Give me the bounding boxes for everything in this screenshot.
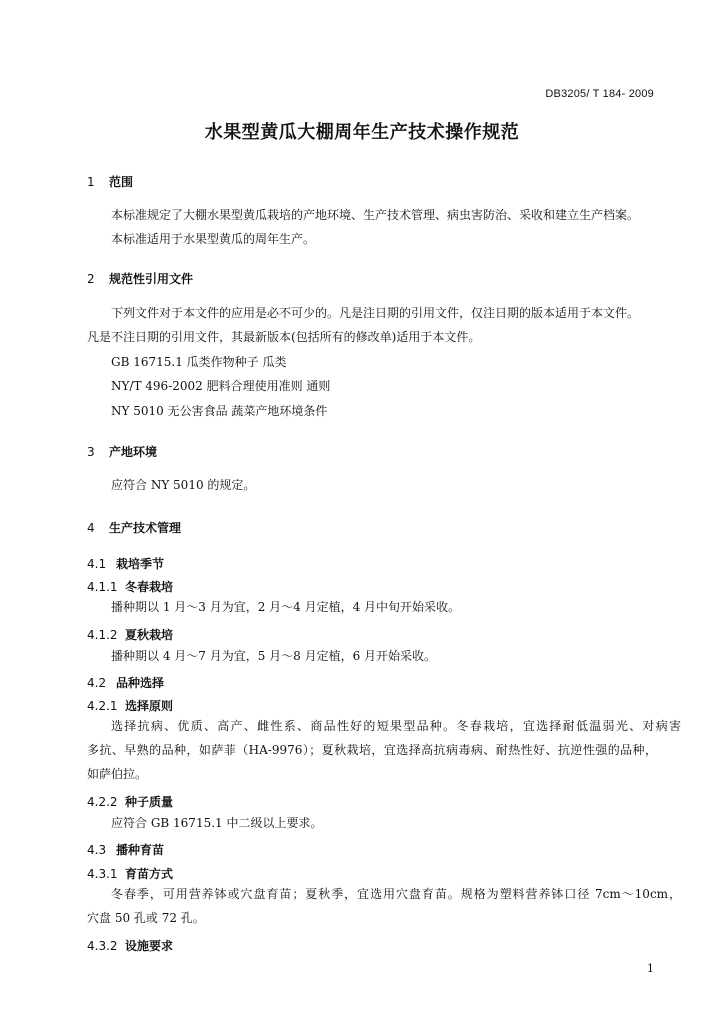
section-4-heading	[87, 519, 657, 536]
section-1-paragraph-1: 本标准规定了大棚水果型黄瓜栽培的产地环境、生产技术管理、病虫害防治、采收和建立生产档案。	[111, 208, 640, 222]
subsection-4-3-1-heading	[87, 865, 657, 882]
document-title: 水果型黄瓜大棚周年生产技术操作规范	[204, 122, 520, 143]
subsection-number: 4.2	[87, 676, 107, 690]
subsection-number: 4.2.2	[87, 795, 118, 809]
section-3-paragraph: 应符合 NY 5010 的规定。	[111, 478, 256, 492]
subsection-4-2-2-paragraph: 应符合 GB 16715.1 中二级以上要求。	[111, 816, 323, 830]
section-3-heading	[87, 443, 657, 460]
section-1-paragraph-2: 本标准适用于水果型黄瓜的周年生产。	[111, 232, 316, 246]
standard-code: DB3205/ T 184- 2009	[545, 88, 654, 100]
subsection-number: 4.3	[87, 843, 107, 857]
reference-item: NY/T 496-2002 肥料合理使用准则 通则	[111, 379, 331, 393]
subsection-4-3-heading	[87, 841, 657, 858]
section-title: 范围	[109, 175, 134, 189]
subsection-4-1-2-paragraph: 播种期以 4 月～7 月为宜，5 月～8 月定植，6 月开始采收。	[111, 649, 437, 663]
section-title: 规范性引用文件	[109, 272, 194, 286]
subsection-title: 育苗方式	[125, 867, 174, 881]
subsection-title: 种子质量	[125, 795, 174, 809]
subsection-4-3-2-heading	[87, 937, 657, 954]
subsection-number: 4.1.1	[87, 580, 118, 594]
subsection-number: 4.3.2	[87, 939, 118, 953]
subsection-title: 栽培季节	[116, 557, 165, 571]
subsection-4-2-heading	[87, 674, 657, 691]
subsection-number: 4.1.2	[87, 628, 118, 642]
subsection-4-2-2-heading	[87, 793, 657, 810]
subsection-4-3-1-paragraph-line-2: 穴盘 50 孔或 72 孔。	[87, 911, 205, 925]
section-number: 4	[87, 521, 95, 535]
subsection-title: 冬春栽培	[125, 580, 174, 594]
subsection-number: 4.1	[87, 557, 107, 571]
subsection-number: 4.3.1	[87, 867, 118, 881]
subsection-number: 4.2.1	[87, 699, 118, 713]
subsection-4-3-1-paragraph-line-1: 冬春季，可用营养钵或穴盘育苗；夏秋季，宜选用穴盘育苗。规格为塑料营养钵口径 7cm～10cm，	[111, 887, 681, 901]
section-1-heading	[87, 173, 657, 190]
section-title: 生产技术管理	[109, 521, 182, 535]
subsection-title: 品种选择	[116, 676, 165, 690]
subsection-4-1-2-heading	[87, 626, 657, 643]
section-2-paragraph-line-2: 凡是不注日期的引用文件，其最新版本(包括所有的修改单)适用于本文件。	[87, 330, 481, 344]
section-2-paragraph-line-1: 下列文件对于本文件的应用是必不可少的。凡是注日期的引用文件，仅注日期的版本适用于本文件。	[111, 306, 640, 320]
section-number: 2	[87, 272, 95, 286]
subsection-4-2-1-paragraph-line-2: 多抗、早熟的品种，如萨菲（HA-9976）；夏秋栽培，宜选择高抗病毒病、耐热性好、抗逆性强的品种，	[87, 743, 657, 757]
subsection-title: 选择原则	[125, 699, 174, 713]
section-2-heading	[87, 270, 657, 287]
subsection-4-2-1-paragraph-line-1: 选择抗病、优质、高产、雌性系、商品性好的短果型品种。冬春栽培，宜选择耐低温弱光、对病害	[111, 719, 681, 733]
reference-item: GB 16715.1 瓜类作物种子 瓜类	[111, 355, 287, 369]
reference-item: NY 5010 无公害食品 蔬菜产地环境条件	[111, 404, 328, 418]
subsection-4-2-1-paragraph-line-3: 如萨伯拉。	[87, 767, 148, 781]
subsection-4-1-1-paragraph: 播种期以 1 月～3 月为宜，2 月～4 月定植，4 月中旬开始采收。	[111, 600, 461, 614]
subsection-title: 播种育苗	[116, 843, 165, 857]
section-number: 3	[87, 445, 95, 459]
subsection-4-2-1-heading	[87, 697, 657, 714]
page-number: 1	[647, 962, 654, 975]
subsection-title: 夏秋栽培	[125, 628, 174, 642]
section-title: 产地环境	[109, 445, 158, 459]
section-number: 1	[87, 175, 95, 189]
subsection-4-1-heading	[87, 555, 657, 572]
subsection-title: 设施要求	[125, 939, 174, 953]
subsection-4-1-1-heading	[87, 578, 657, 595]
